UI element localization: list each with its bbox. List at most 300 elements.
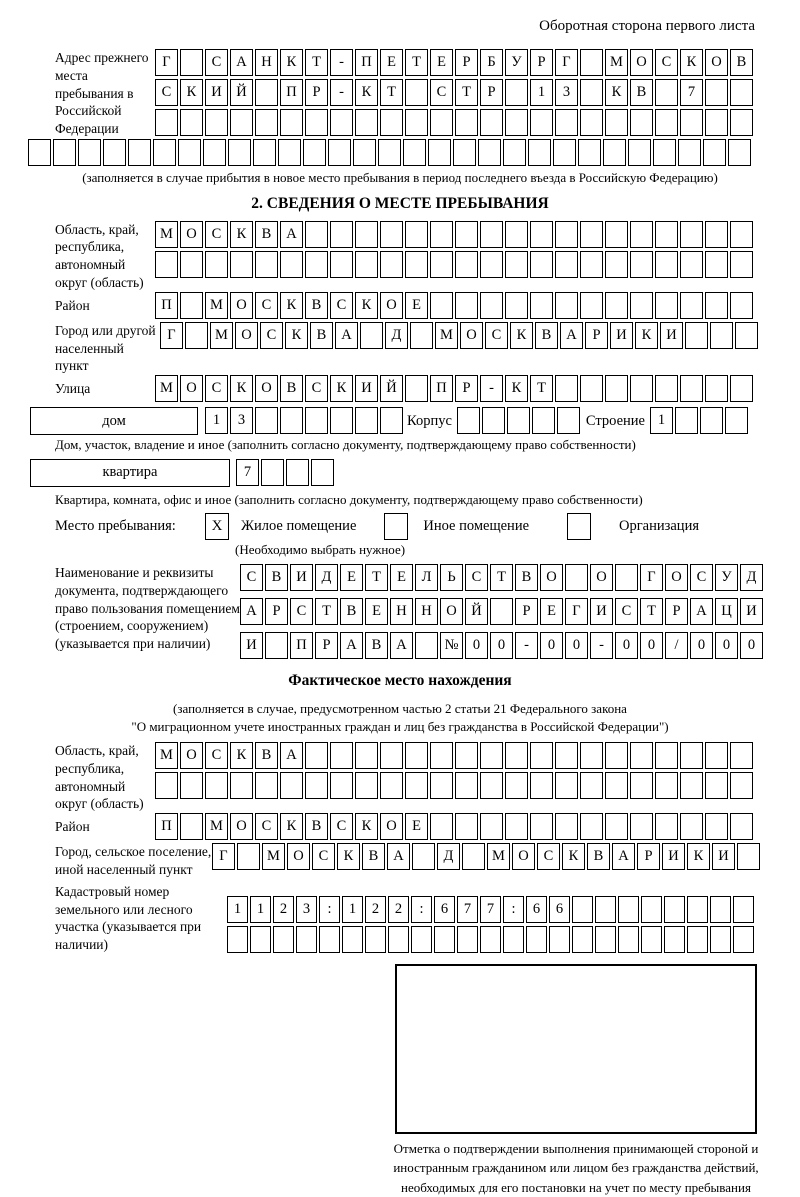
char-box[interactable]: В [255,221,278,248]
char-box[interactable] [355,221,378,248]
char-box[interactable]: В [362,843,385,870]
char-box[interactable]: А [335,322,358,349]
char-box[interactable]: К [230,742,253,769]
char-box[interactable]: 2 [388,896,409,923]
char-box[interactable]: С [330,292,353,319]
char-box[interactable] [355,772,378,799]
char-box[interactable]: Г [155,49,178,76]
char-box[interactable]: М [155,742,178,769]
char-box[interactable] [180,813,203,840]
char-box[interactable] [530,772,553,799]
char-box[interactable] [380,221,403,248]
char-box[interactable]: 0 [740,632,763,659]
char-box[interactable] [360,322,383,349]
char-box[interactable]: Н [415,598,438,625]
char-box[interactable] [230,251,253,278]
char-box[interactable] [565,564,588,591]
char-box[interactable]: М [210,322,233,349]
char-box[interactable] [455,742,478,769]
char-box[interactable] [273,926,294,953]
char-box[interactable]: Р [585,322,608,349]
char-box[interactable] [405,772,428,799]
char-box[interactable] [530,813,553,840]
char-box[interactable] [457,926,478,953]
char-box[interactable]: 0 [715,632,738,659]
char-box[interactable]: 0 [690,632,713,659]
char-box[interactable]: О [630,49,653,76]
char-box[interactable]: С [255,813,278,840]
char-box[interactable] [280,251,303,278]
char-box[interactable] [605,221,628,248]
char-box[interactable] [180,49,203,76]
char-box[interactable] [735,322,758,349]
char-box[interactable] [605,742,628,769]
char-box[interactable] [378,139,401,166]
char-box[interactable] [730,375,753,402]
char-box[interactable] [655,375,678,402]
char-box[interactable]: 7 [480,896,501,923]
char-box[interactable] [655,221,678,248]
char-box[interactable] [680,109,703,136]
char-box[interactable]: Е [430,49,453,76]
char-box[interactable] [205,772,228,799]
char-box[interactable] [78,139,101,166]
char-box[interactable] [405,742,428,769]
char-box[interactable] [578,139,601,166]
char-box[interactable] [305,251,328,278]
char-box[interactable]: И [740,598,763,625]
char-box[interactable] [155,251,178,278]
char-box[interactable]: С [205,375,228,402]
char-box[interactable] [482,407,505,434]
char-box[interactable]: Л [415,564,438,591]
char-box[interactable] [480,251,503,278]
char-box[interactable] [595,926,616,953]
char-box[interactable] [555,742,578,769]
char-box[interactable] [305,742,328,769]
char-box[interactable]: М [205,813,228,840]
char-box[interactable]: И [610,322,633,349]
char-box[interactable]: А [280,221,303,248]
char-box[interactable] [618,896,639,923]
char-box[interactable]: К [230,221,253,248]
char-box[interactable]: О [230,813,253,840]
char-box[interactable] [628,139,651,166]
char-box[interactable]: А [612,843,635,870]
char-box[interactable] [737,843,760,870]
char-box[interactable]: Р [455,49,478,76]
char-box[interactable] [710,896,731,923]
char-box[interactable]: Т [305,49,328,76]
char-box[interactable]: В [515,564,538,591]
char-box[interactable]: В [305,292,328,319]
char-box[interactable]: : [411,896,432,923]
char-box[interactable]: Т [405,49,428,76]
char-box[interactable] [430,813,453,840]
char-box[interactable]: Т [380,79,403,106]
char-box[interactable] [455,292,478,319]
char-box[interactable] [505,813,528,840]
char-box[interactable] [478,139,501,166]
char-box[interactable] [733,926,754,953]
char-box[interactable] [557,407,580,434]
char-box[interactable] [555,251,578,278]
char-box[interactable]: М [205,292,228,319]
char-box[interactable] [153,139,176,166]
char-box[interactable] [505,109,528,136]
char-box[interactable]: И [662,843,685,870]
char-box[interactable] [641,896,662,923]
char-box[interactable] [415,632,438,659]
char-box[interactable] [237,843,260,870]
char-box[interactable] [330,742,353,769]
char-box[interactable] [555,375,578,402]
char-box[interactable]: К [330,375,353,402]
char-box[interactable]: 0 [465,632,488,659]
char-box[interactable] [305,407,328,434]
char-box[interactable]: М [435,322,458,349]
char-box[interactable] [305,772,328,799]
char-box[interactable]: - [330,79,353,106]
char-box[interactable] [655,251,678,278]
char-box[interactable]: 1 [205,407,228,434]
char-box[interactable]: С [655,49,678,76]
char-box[interactable]: И [712,843,735,870]
char-box[interactable]: В [587,843,610,870]
char-box[interactable]: А [560,322,583,349]
char-box[interactable]: 1 [342,896,363,923]
char-box[interactable]: К [230,375,253,402]
char-box[interactable]: С [690,564,713,591]
char-box[interactable]: К [680,49,703,76]
char-box[interactable] [630,813,653,840]
char-box[interactable] [255,772,278,799]
char-box[interactable]: П [155,292,178,319]
char-box[interactable]: С [255,292,278,319]
char-box[interactable] [455,772,478,799]
char-box[interactable] [530,221,553,248]
char-box[interactable] [505,742,528,769]
char-box[interactable] [296,926,317,953]
char-box[interactable]: 1 [530,79,553,106]
char-box[interactable]: 1 [250,896,271,923]
char-box[interactable] [255,109,278,136]
char-box[interactable] [526,926,547,953]
char-box[interactable] [430,292,453,319]
char-box[interactable]: 1 [227,896,248,923]
char-box[interactable] [615,564,638,591]
char-box[interactable] [630,251,653,278]
char-box[interactable]: С [465,564,488,591]
char-box[interactable]: Р [480,79,503,106]
char-box[interactable] [725,407,748,434]
char-box[interactable] [605,109,628,136]
char-box[interactable]: № [440,632,463,659]
char-box[interactable] [503,139,526,166]
char-box[interactable] [457,407,480,434]
char-box[interactable]: : [319,896,340,923]
char-box[interactable] [618,926,639,953]
char-box[interactable]: Т [640,598,663,625]
char-box[interactable] [687,926,708,953]
char-box[interactable]: В [280,375,303,402]
char-box[interactable] [280,109,303,136]
char-box[interactable] [430,772,453,799]
char-box[interactable]: А [690,598,713,625]
char-box[interactable] [480,813,503,840]
char-box[interactable] [530,251,553,278]
char-box[interactable]: У [505,49,528,76]
char-box[interactable]: А [390,632,413,659]
char-box[interactable] [730,772,753,799]
char-box[interactable] [505,79,528,106]
char-box[interactable]: С [260,322,283,349]
char-box[interactable]: К [605,79,628,106]
char-box[interactable]: О [180,742,203,769]
char-box[interactable] [605,375,628,402]
char-box[interactable]: И [355,375,378,402]
char-box[interactable]: П [155,813,178,840]
char-box[interactable] [380,109,403,136]
char-box[interactable] [730,109,753,136]
char-box[interactable]: К [635,322,658,349]
char-box[interactable]: И [240,632,263,659]
char-box[interactable]: С [205,49,228,76]
char-box[interactable] [530,109,553,136]
char-box[interactable] [353,139,376,166]
char-box[interactable] [505,221,528,248]
char-box[interactable] [255,407,278,434]
char-box[interactable] [405,375,428,402]
char-box[interactable]: С [615,598,638,625]
char-box[interactable] [355,742,378,769]
char-box[interactable]: В [310,322,333,349]
char-box[interactable] [555,772,578,799]
char-box[interactable] [180,292,203,319]
char-box[interactable] [580,79,603,106]
char-box[interactable]: Д [385,322,408,349]
char-box[interactable]: 6 [434,896,455,923]
char-box[interactable]: П [355,49,378,76]
char-box[interactable] [553,139,576,166]
char-box[interactable] [630,292,653,319]
char-box[interactable]: Р [315,632,338,659]
char-box[interactable] [641,926,662,953]
char-box[interactable]: - [515,632,538,659]
char-box[interactable]: С [240,564,263,591]
char-box[interactable]: В [255,742,278,769]
char-box[interactable] [630,221,653,248]
char-box[interactable] [703,139,726,166]
char-box[interactable]: К [355,79,378,106]
char-box[interactable] [705,251,728,278]
char-box[interactable]: О [180,221,203,248]
char-box[interactable]: С [155,79,178,106]
char-box[interactable]: Т [490,564,513,591]
char-box[interactable] [507,407,530,434]
char-box[interactable] [305,109,328,136]
char-box[interactable] [380,772,403,799]
char-box[interactable]: В [535,322,558,349]
char-box[interactable]: М [605,49,628,76]
char-box[interactable] [730,251,753,278]
char-box[interactable]: К [355,292,378,319]
char-box[interactable]: С [290,598,313,625]
char-box[interactable]: О [287,843,310,870]
char-box[interactable] [630,109,653,136]
char-box[interactable] [155,109,178,136]
char-box[interactable] [555,292,578,319]
char-box[interactable]: 3 [296,896,317,923]
char-box[interactable]: М [262,843,285,870]
char-box[interactable]: 2 [273,896,294,923]
char-box[interactable]: Е [365,598,388,625]
char-box[interactable]: В [730,49,753,76]
char-box[interactable] [580,49,603,76]
char-box[interactable]: Р [530,49,553,76]
char-box[interactable] [705,375,728,402]
char-box[interactable]: С [312,843,335,870]
char-box[interactable] [680,742,703,769]
char-box[interactable] [580,109,603,136]
char-box[interactable] [355,251,378,278]
char-box[interactable] [555,109,578,136]
char-box[interactable]: Е [380,49,403,76]
char-box[interactable]: 0 [640,632,663,659]
char-box[interactable]: Н [255,49,278,76]
char-box[interactable] [462,843,485,870]
stay-option-residential-checkbox[interactable]: X [205,513,229,540]
char-box[interactable] [455,109,478,136]
char-box[interactable]: Д [315,564,338,591]
char-box[interactable] [411,926,432,953]
char-box[interactable] [185,322,208,349]
char-box[interactable] [319,926,340,953]
char-box[interactable] [705,221,728,248]
char-box[interactable]: Т [530,375,553,402]
char-box[interactable] [605,813,628,840]
char-box[interactable] [305,221,328,248]
char-box[interactable]: - [590,632,613,659]
char-box[interactable] [630,742,653,769]
char-box[interactable]: Е [540,598,563,625]
char-box[interactable] [630,772,653,799]
char-box[interactable] [505,772,528,799]
char-box[interactable]: Й [380,375,403,402]
char-box[interactable] [678,139,701,166]
char-box[interactable] [530,292,553,319]
char-box[interactable] [730,742,753,769]
char-box[interactable]: К [180,79,203,106]
char-box[interactable] [255,79,278,106]
char-box[interactable] [685,322,708,349]
char-box[interactable]: О [380,813,403,840]
char-box[interactable] [455,813,478,840]
char-box[interactable]: С [305,375,328,402]
char-box[interactable] [705,292,728,319]
stay-option-other-checkbox[interactable] [384,513,408,540]
char-box[interactable]: Г [212,843,235,870]
char-box[interactable]: В [265,564,288,591]
char-box[interactable]: 7 [236,459,259,486]
char-box[interactable] [653,139,676,166]
char-box[interactable] [412,843,435,870]
char-box[interactable]: С [205,221,228,248]
char-box[interactable]: 6 [526,896,547,923]
char-box[interactable]: М [155,221,178,248]
char-box[interactable]: А [240,598,263,625]
char-box[interactable]: О [180,375,203,402]
char-box[interactable]: / [665,632,688,659]
char-box[interactable]: 7 [457,896,478,923]
char-box[interactable]: В [305,813,328,840]
char-box[interactable] [253,139,276,166]
char-box[interactable]: О [512,843,535,870]
char-box[interactable] [328,139,351,166]
char-box[interactable] [664,896,685,923]
char-box[interactable] [580,813,603,840]
char-box[interactable] [630,375,653,402]
char-box[interactable] [705,742,728,769]
char-box[interactable] [580,221,603,248]
char-box[interactable]: 3 [555,79,578,106]
char-box[interactable] [455,221,478,248]
char-box[interactable]: Н [390,598,413,625]
char-box[interactable]: 3 [230,407,253,434]
char-box[interactable] [203,139,226,166]
char-box[interactable] [710,322,733,349]
char-box[interactable] [410,322,433,349]
char-box[interactable] [227,926,248,953]
char-box[interactable] [128,139,151,166]
char-box[interactable] [555,813,578,840]
char-box[interactable] [605,292,628,319]
char-box[interactable] [580,251,603,278]
char-box[interactable] [480,742,503,769]
char-box[interactable]: К [280,813,303,840]
char-box[interactable]: Т [455,79,478,106]
char-box[interactable] [365,926,386,953]
char-box[interactable]: Г [555,49,578,76]
char-box[interactable]: О [705,49,728,76]
char-box[interactable]: К [337,843,360,870]
char-box[interactable] [265,632,288,659]
char-box[interactable] [430,742,453,769]
char-box[interactable] [280,772,303,799]
char-box[interactable] [180,772,203,799]
char-box[interactable] [480,772,503,799]
char-box[interactable] [53,139,76,166]
char-box[interactable] [330,251,353,278]
char-box[interactable] [453,139,476,166]
char-box[interactable] [572,896,593,923]
char-box[interactable] [230,109,253,136]
char-box[interactable] [230,772,253,799]
char-box[interactable]: В [630,79,653,106]
char-box[interactable] [380,742,403,769]
char-box[interactable] [730,292,753,319]
char-box[interactable]: А [387,843,410,870]
char-box[interactable]: 0 [615,632,638,659]
char-box[interactable] [733,896,754,923]
char-box[interactable] [705,79,728,106]
char-box[interactable]: Й [230,79,253,106]
char-box[interactable]: К [355,813,378,840]
char-box[interactable] [728,139,751,166]
char-box[interactable]: Б [480,49,503,76]
char-box[interactable]: П [280,79,303,106]
char-box[interactable]: Е [405,292,428,319]
